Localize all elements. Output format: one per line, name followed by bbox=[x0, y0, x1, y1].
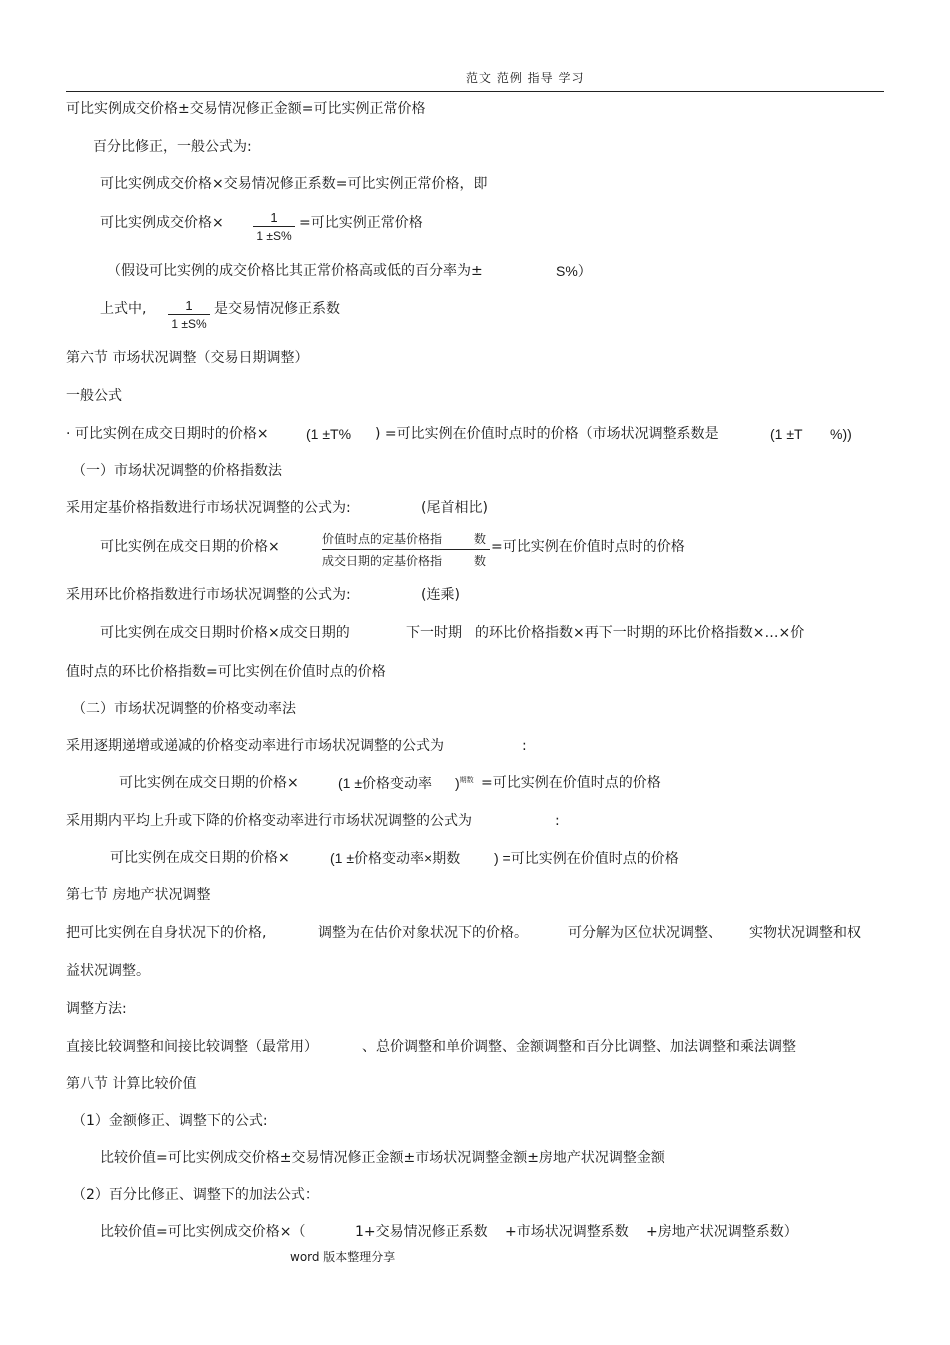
formula-fraction-left: 可比实例成交价格× bbox=[100, 215, 224, 231]
fraction-denominator: 1 ±S% bbox=[256, 229, 292, 243]
chain-formula-c: 的环比价格指数×再下一时期的环比价格指数×…×价 bbox=[475, 625, 805, 641]
property-adjust-a: 把可比实例在自身状况下的价格, bbox=[66, 925, 267, 941]
compound-close-paren: ) bbox=[455, 775, 460, 791]
amount-formula: 比较价值=可比实例成交价格±交易情况修正金额±市场状况调整金额±房地产状况调整金额 bbox=[100, 1150, 665, 1166]
compound-rate-intro: 采用逐期递增或递减的价格变动率进行市场状况调整的公式为 bbox=[66, 738, 444, 754]
additive-formula-label: （2）百分比修正、调整下的加法公式： bbox=[72, 1187, 319, 1203]
chain-index-note: (连乘) bbox=[421, 587, 460, 603]
property-adjust-c: 可分解为区位状况调整、 bbox=[568, 925, 722, 941]
section-6-heading: 第六节 市场状况调整（交易日期调整） bbox=[66, 350, 309, 366]
chain-formula-a: 可比实例在成交日期时价格×成交日期的 bbox=[100, 625, 350, 641]
adjust-methods-a: 直接比较调整和间接比较调整（最常用） bbox=[66, 1039, 318, 1055]
amount-formula-label: （1）金额修正、调整下的公式: bbox=[72, 1113, 268, 1129]
assumption-s-percent: S%） bbox=[556, 263, 592, 279]
fraction-1-over-1-pm-s-second bbox=[168, 299, 210, 330]
fixed-base-index-intro: 采用定基价格指数进行市场状况调整的公式为: bbox=[66, 500, 351, 516]
formula-fraction-right: =可比实例正常价格 bbox=[299, 215, 423, 231]
average-formula-c: ) =可比实例在价值时点的价格 bbox=[494, 850, 679, 866]
chain-formula-continued: 值时点的环比价格指数=可比实例在价值时点的价格 bbox=[66, 664, 386, 680]
additive-formula-d: +房地产状况调整系数） bbox=[646, 1224, 798, 1240]
coefficient-note-left: 上式中, bbox=[100, 301, 147, 317]
fraction-numerator: 1 bbox=[270, 210, 278, 225]
fixed-base-formula-left: 可比实例在成交日期的价格× bbox=[100, 539, 280, 555]
adjust-methods-label: 调整方法: bbox=[66, 1001, 127, 1017]
general-formula-a: · 可比实例在成交日期时的价格× bbox=[66, 426, 269, 442]
section-7-heading: 第七节 房地产状况调整 bbox=[66, 887, 211, 903]
general-formula-b: (1 ±T% bbox=[306, 426, 352, 442]
general-formula-label: 一般公式 bbox=[66, 388, 122, 404]
compound-formula-b: (1 ±价格变动率 bbox=[338, 775, 433, 791]
subsection-price-index: （一）市场状况调整的价格指数法 bbox=[72, 463, 282, 479]
additive-formula-b: 1+交易情况修正系数 bbox=[355, 1224, 488, 1240]
formula-amount-correction: 可比实例成交价格±交易情况修正金额=可比实例正常价格 bbox=[66, 101, 426, 117]
general-formula-e: %)) bbox=[830, 426, 852, 442]
fixed-base-formula-right: =可比实例在价值时点时的价格 bbox=[491, 539, 685, 555]
fraction-bar bbox=[322, 549, 490, 550]
chain-formula-b: 下一时期 bbox=[406, 625, 462, 641]
compound-formula-a: 可比实例在成交日期的价格× bbox=[119, 775, 299, 791]
denominator-text: 成交日期的定基价格指 bbox=[322, 554, 443, 568]
additive-formula-c: +市场状况调整系数 bbox=[505, 1224, 629, 1240]
average-formula-b: (1 ±价格变动率×期数 bbox=[330, 850, 461, 866]
numerator-tail: 数 bbox=[474, 532, 487, 546]
subsection-change-rate: （二）市场状况调整的价格变动率法 bbox=[72, 701, 296, 717]
fixed-base-index-note: (尾首相比) bbox=[421, 500, 488, 516]
property-adjust-continued: 益状况调整。 bbox=[66, 963, 150, 979]
average-rate-colon: : bbox=[555, 813, 560, 829]
adjust-methods-b: 、总价调整和单价调整、金额调整和百分比调整、加法调整和乘法调整 bbox=[362, 1039, 796, 1055]
numerator-text: 价值时点的定基价格指 bbox=[322, 532, 443, 546]
percentage-correction-intro: 百分比修正，一般公式为: bbox=[93, 139, 252, 155]
assumption-text: （假设可比实例的成交价格比其正常价格高或低的百分率为± bbox=[107, 263, 483, 279]
property-adjust-d: 实物状况调整和权 bbox=[749, 925, 861, 941]
average-rate-intro: 采用期内平均上升或下降的价格变动率进行市场状况调整的公式为 bbox=[66, 813, 472, 829]
fraction-fixed-base-index bbox=[322, 533, 490, 567]
denominator-tail: 数 bbox=[474, 554, 487, 568]
average-formula-a: 可比实例在成交日期的价格× bbox=[110, 850, 290, 866]
exponent-periods: 期数 bbox=[459, 777, 474, 784]
coefficient-note-right: 是交易情况修正系数 bbox=[214, 301, 340, 317]
compound-formula-d: =可比实例在价值时点的价格 bbox=[481, 775, 661, 791]
formula-coefficient: 可比实例成交价格×交易情况修正系数=可比实例正常价格，即 bbox=[100, 176, 488, 192]
compound-formula-c bbox=[455, 776, 474, 790]
general-formula-c: ) =可比实例在价值时点时的价格（市场状况调整系数是 bbox=[375, 426, 719, 442]
header-rule bbox=[66, 91, 884, 92]
general-formula-d: (1 ±T bbox=[770, 426, 803, 442]
additive-formula-a: 比较价值=可比实例成交价格×（ bbox=[100, 1224, 306, 1240]
fraction-1-over-1-pm-s bbox=[253, 211, 295, 242]
chain-index-intro: 采用环比价格指数进行市场状况调整的公式为: bbox=[66, 587, 351, 603]
fraction-denominator: 1 ±S% bbox=[171, 317, 207, 331]
page-header: 范文 范例 指导 学习 bbox=[466, 71, 585, 85]
property-adjust-b: 调整为在估价对象状况下的价格。 bbox=[318, 925, 528, 941]
page-footer: word 版本整理分享 bbox=[290, 1250, 396, 1264]
compound-rate-colon: : bbox=[522, 738, 527, 754]
section-8-heading: 第八节 计算比较价值 bbox=[66, 1076, 197, 1092]
fraction-numerator: 1 bbox=[185, 298, 193, 313]
